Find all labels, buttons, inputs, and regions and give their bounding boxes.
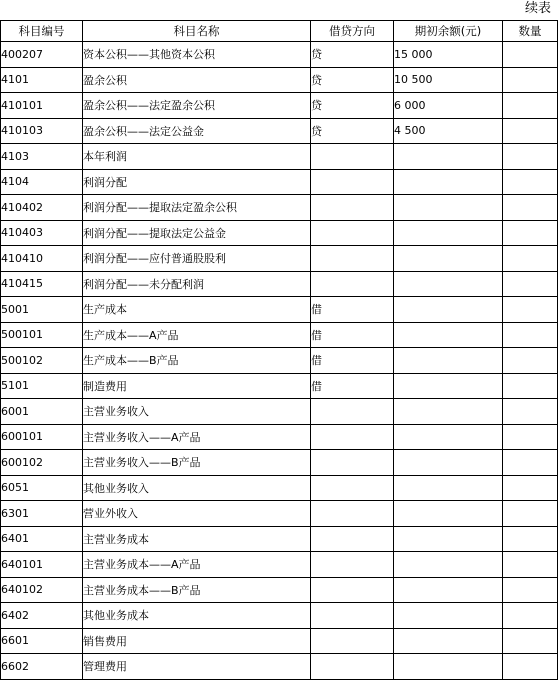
opening-balance-cell bbox=[394, 475, 503, 501]
opening-balance-cell bbox=[394, 552, 503, 578]
account-code-cell: 410101 bbox=[1, 93, 83, 119]
table-row bbox=[1, 297, 558, 323]
account-code-cell: 6001 bbox=[1, 399, 83, 425]
account-name-cell: 生产成本 bbox=[83, 297, 311, 323]
table-row bbox=[1, 577, 558, 603]
direction-cell bbox=[311, 399, 394, 425]
table-row bbox=[1, 526, 558, 552]
quantity-cell bbox=[503, 603, 558, 629]
table-row bbox=[1, 475, 558, 501]
account-name-cell: 销售费用 bbox=[83, 628, 311, 654]
header-opening-balance: 期初余额(元) bbox=[394, 21, 503, 42]
quantity-cell bbox=[503, 271, 558, 297]
direction-cell bbox=[311, 501, 394, 527]
quantity-cell bbox=[503, 348, 558, 374]
account-name-cell: 利润分配——未分配利润 bbox=[83, 271, 311, 297]
account-name-cell: 主营业务成本——B产品 bbox=[83, 577, 311, 603]
direction-cell bbox=[311, 603, 394, 629]
account-code-cell: 5101 bbox=[1, 373, 83, 399]
table-row bbox=[1, 399, 558, 425]
quantity-cell bbox=[503, 220, 558, 246]
table-row bbox=[1, 42, 558, 68]
direction-cell bbox=[311, 144, 394, 170]
opening-balance-cell bbox=[394, 424, 503, 450]
quantity-cell bbox=[503, 577, 558, 603]
direction-cell bbox=[311, 195, 394, 221]
quantity-cell bbox=[503, 118, 558, 144]
account-code-cell: 6601 bbox=[1, 628, 83, 654]
table-row bbox=[1, 118, 558, 144]
opening-balance-cell: 6 000 bbox=[394, 93, 503, 119]
table-row bbox=[1, 220, 558, 246]
account-code-cell: 640101 bbox=[1, 552, 83, 578]
quantity-cell bbox=[503, 526, 558, 552]
account-name-cell: 生产成本——A产品 bbox=[83, 322, 311, 348]
account-code-cell: 410415 bbox=[1, 271, 83, 297]
account-code-cell: 6602 bbox=[1, 654, 83, 680]
table-header-row bbox=[1, 21, 558, 42]
table-row bbox=[1, 628, 558, 654]
direction-cell: 贷 bbox=[311, 118, 394, 144]
account-code-cell: 4104 bbox=[1, 169, 83, 195]
account-name-cell: 利润分配——应付普通股股利 bbox=[83, 246, 311, 272]
direction-cell: 贷 bbox=[311, 67, 394, 93]
account-code-cell: 410403 bbox=[1, 220, 83, 246]
table-row bbox=[1, 67, 558, 93]
opening-balance-cell bbox=[394, 348, 503, 374]
direction-cell bbox=[311, 628, 394, 654]
account-name-cell: 利润分配——提取法定盈余公积 bbox=[83, 195, 311, 221]
account-code-cell: 400207 bbox=[1, 42, 83, 68]
opening-balance-cell bbox=[394, 501, 503, 527]
account-code-cell: 6401 bbox=[1, 526, 83, 552]
opening-balance-cell bbox=[394, 399, 503, 425]
account-name-cell: 盈余公积——法定盈余公积 bbox=[83, 93, 311, 119]
account-code-cell: 600102 bbox=[1, 450, 83, 476]
direction-cell bbox=[311, 526, 394, 552]
account-name-cell: 盈余公积——法定公益金 bbox=[83, 118, 311, 144]
table-row bbox=[1, 195, 558, 221]
table-row bbox=[1, 93, 558, 119]
table-row bbox=[1, 348, 558, 374]
quantity-cell bbox=[503, 246, 558, 272]
header-account-name: 科目名称 bbox=[83, 21, 311, 42]
table-row bbox=[1, 322, 558, 348]
account-name-cell: 主营业务收入——A产品 bbox=[83, 424, 311, 450]
opening-balance-cell bbox=[394, 628, 503, 654]
account-name-cell: 利润分配——提取法定公益金 bbox=[83, 220, 311, 246]
table-row bbox=[1, 654, 558, 680]
opening-balance-cell bbox=[394, 450, 503, 476]
quantity-cell bbox=[503, 501, 558, 527]
account-name-cell: 主营业务成本 bbox=[83, 526, 311, 552]
quantity-cell bbox=[503, 552, 558, 578]
account-name-cell: 制造费用 bbox=[83, 373, 311, 399]
account-code-cell: 600101 bbox=[1, 424, 83, 450]
quantity-cell bbox=[503, 42, 558, 68]
account-name-cell: 利润分配 bbox=[83, 169, 311, 195]
opening-balance-cell: 15 000 bbox=[394, 42, 503, 68]
account-name-cell: 其他业务成本 bbox=[83, 603, 311, 629]
account-name-cell: 生产成本——B产品 bbox=[83, 348, 311, 374]
direction-cell bbox=[311, 450, 394, 476]
opening-balance-cell: 4 500 bbox=[394, 118, 503, 144]
direction-cell bbox=[311, 169, 394, 195]
direction-cell bbox=[311, 424, 394, 450]
direction-cell: 借 bbox=[311, 373, 394, 399]
quantity-cell bbox=[503, 322, 558, 348]
account-code-cell: 410402 bbox=[1, 195, 83, 221]
header-direction: 借贷方向 bbox=[311, 21, 394, 42]
quantity-cell bbox=[503, 169, 558, 195]
direction-cell bbox=[311, 271, 394, 297]
quantity-cell bbox=[503, 475, 558, 501]
account-code-cell: 4103 bbox=[1, 144, 83, 170]
quantity-cell bbox=[503, 450, 558, 476]
account-code-cell: 5001 bbox=[1, 297, 83, 323]
table-row bbox=[1, 271, 558, 297]
account-code-cell: 500101 bbox=[1, 322, 83, 348]
account-name-cell: 主营业务收入——B产品 bbox=[83, 450, 311, 476]
header-quantity: 数量 bbox=[503, 21, 558, 42]
account-name-cell: 其他业务收入 bbox=[83, 475, 311, 501]
opening-balance-cell bbox=[394, 603, 503, 629]
continued-caption: 续表 bbox=[524, 1, 551, 16]
direction-cell bbox=[311, 654, 394, 680]
account-code-cell: 500102 bbox=[1, 348, 83, 374]
direction-cell bbox=[311, 246, 394, 272]
opening-balance-cell bbox=[394, 577, 503, 603]
direction-cell: 借 bbox=[311, 297, 394, 323]
account-table bbox=[0, 20, 558, 680]
direction-cell: 借 bbox=[311, 348, 394, 374]
account-name-cell: 主营业务收入 bbox=[83, 399, 311, 425]
opening-balance-cell bbox=[394, 297, 503, 323]
quantity-cell bbox=[503, 297, 558, 323]
direction-cell bbox=[311, 552, 394, 578]
direction-cell: 借 bbox=[311, 322, 394, 348]
direction-cell bbox=[311, 577, 394, 603]
header-account-code: 科目编号 bbox=[1, 21, 83, 42]
quantity-cell bbox=[503, 67, 558, 93]
account-name-cell: 营业外收入 bbox=[83, 501, 311, 527]
table-row bbox=[1, 501, 558, 527]
quantity-cell bbox=[503, 373, 558, 399]
account-code-cell: 410410 bbox=[1, 246, 83, 272]
direction-cell bbox=[311, 475, 394, 501]
table-row bbox=[1, 424, 558, 450]
quantity-cell bbox=[503, 654, 558, 680]
opening-balance-cell bbox=[394, 246, 503, 272]
table-row bbox=[1, 603, 558, 629]
quantity-cell bbox=[503, 93, 558, 119]
account-code-cell: 6051 bbox=[1, 475, 83, 501]
quantity-cell bbox=[503, 628, 558, 654]
direction-cell: 贷 bbox=[311, 42, 394, 68]
account-code-cell: 6301 bbox=[1, 501, 83, 527]
opening-balance-cell bbox=[394, 654, 503, 680]
table-row bbox=[1, 450, 558, 476]
account-name-cell: 本年利润 bbox=[83, 144, 311, 170]
account-code-cell: 410103 bbox=[1, 118, 83, 144]
table-body bbox=[1, 42, 558, 680]
direction-cell bbox=[311, 220, 394, 246]
table-row bbox=[1, 246, 558, 272]
opening-balance-cell bbox=[394, 526, 503, 552]
opening-balance-cell: 10 500 bbox=[394, 67, 503, 93]
account-code-cell: 6402 bbox=[1, 603, 83, 629]
table-row bbox=[1, 373, 558, 399]
opening-balance-cell bbox=[394, 271, 503, 297]
opening-balance-cell bbox=[394, 322, 503, 348]
quantity-cell bbox=[503, 424, 558, 450]
table-row bbox=[1, 552, 558, 578]
opening-balance-cell bbox=[394, 373, 503, 399]
account-name-cell: 管理费用 bbox=[83, 654, 311, 680]
opening-balance-cell bbox=[394, 169, 503, 195]
account-code-cell: 640102 bbox=[1, 577, 83, 603]
quantity-cell bbox=[503, 399, 558, 425]
account-code-cell: 4101 bbox=[1, 67, 83, 93]
table-row bbox=[1, 169, 558, 195]
opening-balance-cell bbox=[394, 195, 503, 221]
opening-balance-cell bbox=[394, 144, 503, 170]
quantity-cell bbox=[503, 195, 558, 221]
opening-balance-cell bbox=[394, 220, 503, 246]
table-row bbox=[1, 144, 558, 170]
account-name-cell: 盈余公积 bbox=[83, 67, 311, 93]
direction-cell: 贷 bbox=[311, 93, 394, 119]
quantity-cell bbox=[503, 144, 558, 170]
account-name-cell: 资本公积——其他资本公积 bbox=[83, 42, 311, 68]
account-name-cell: 主营业务成本——A产品 bbox=[83, 552, 311, 578]
